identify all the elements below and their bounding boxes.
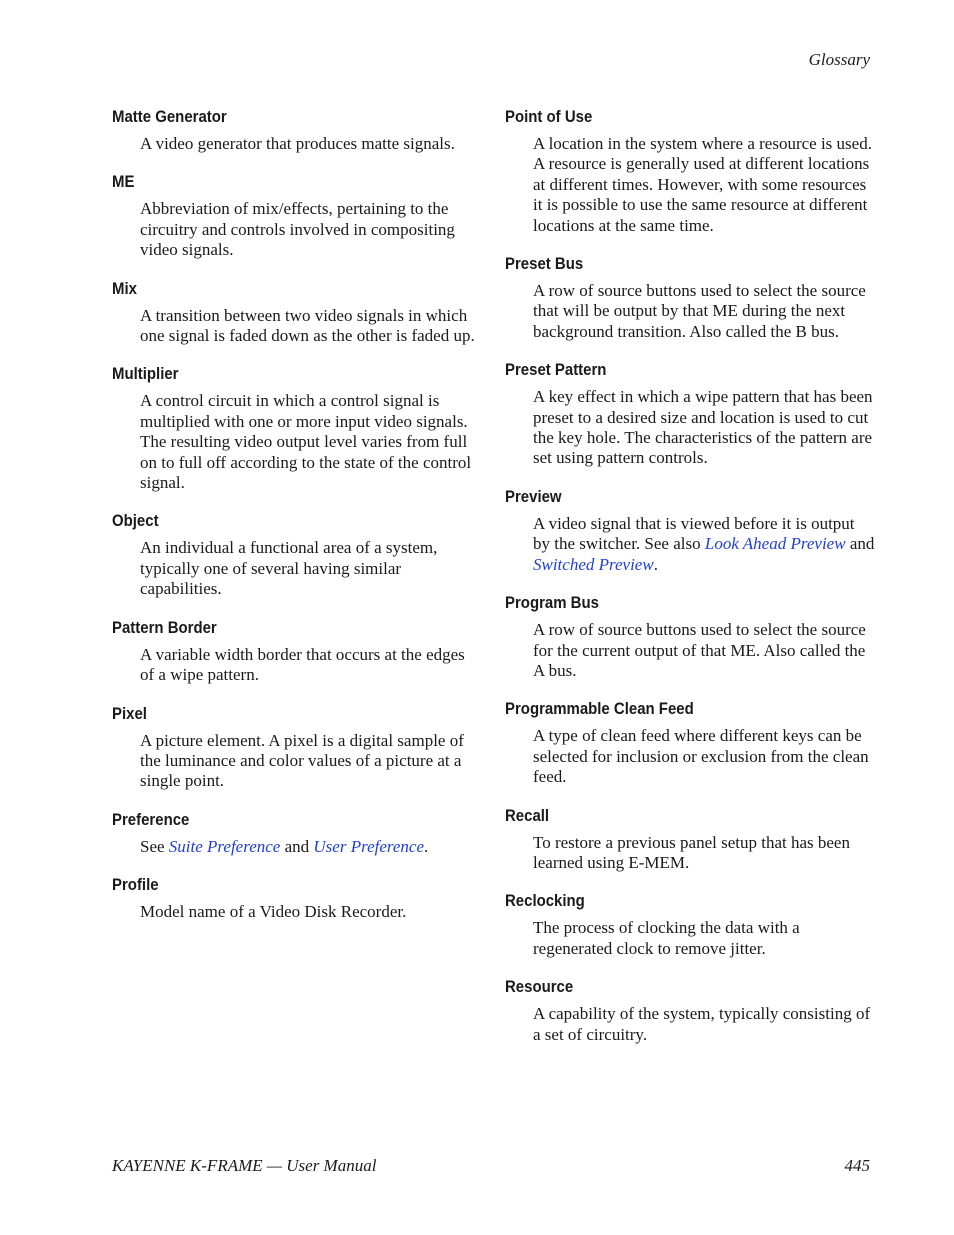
glossary-entry bbox=[505, 698, 875, 787]
glossary-entry bbox=[505, 805, 875, 874]
glossary-term: Resource bbox=[505, 977, 574, 997]
suite-preference-link[interactable]: Suite Preference bbox=[168, 836, 281, 856]
glossary-entry bbox=[505, 592, 875, 681]
glossary-entry bbox=[505, 253, 875, 342]
glossary-definition: A variable width border that occurs at the edges of a wipe pattern. bbox=[140, 644, 465, 685]
glossary-definition bbox=[140, 837, 482, 857]
glossary-term: Object bbox=[112, 511, 159, 531]
glossary-definition: An individual a functional area of a system, typically one of several having similar capabilities. bbox=[140, 538, 438, 599]
glossary-definition: A control circuit in which a control signal is multiplied with one or more input video signals. The resulting video output level varies from full on to full off according to the state of the control signal. bbox=[140, 391, 472, 493]
glossary-entry bbox=[505, 486, 875, 575]
glossary-term: Profile bbox=[112, 875, 159, 895]
glossary-definition: A row of source buttons used to select the source that will be output by that ME during the next background transition. Also called the B bus. bbox=[533, 281, 866, 341]
glossary-term: Preference bbox=[112, 809, 190, 829]
glossary-entry bbox=[112, 363, 482, 493]
glossary-right-column bbox=[505, 106, 875, 1062]
glossary-term: Recall bbox=[505, 805, 550, 825]
glossary-entry bbox=[112, 510, 482, 599]
definition-text: . bbox=[424, 836, 429, 856]
glossary-entry bbox=[112, 617, 482, 686]
definition-text: A video signal that is viewed before it is output by the switcher. See also bbox=[533, 513, 855, 554]
glossary-entry bbox=[112, 703, 482, 792]
glossary-term: Preview bbox=[505, 486, 562, 506]
glossary-entry bbox=[112, 106, 482, 154]
glossary-term: Reclocking bbox=[505, 891, 585, 911]
glossary-entry bbox=[112, 171, 482, 260]
running-header: Glossary bbox=[808, 50, 870, 69]
glossary-definition bbox=[533, 514, 875, 575]
look-ahead-preview-link[interactable]: Look Ahead Preview bbox=[704, 534, 846, 554]
glossary-definition: A row of source buttons used to select the source for the current output of that ME. Also called the A bus. bbox=[533, 620, 866, 680]
glossary-term: Program Bus bbox=[505, 593, 599, 613]
glossary-term: Pixel bbox=[112, 703, 147, 723]
glossary-term: Multiplier bbox=[112, 364, 179, 384]
glossary-definition: Model name of a Video Disk Recorder. bbox=[140, 902, 407, 922]
user-preference-link[interactable]: User Preference bbox=[313, 836, 424, 856]
glossary-definition: A type of clean feed where different keys can be selected for inclusion or exclusion from the clean feed. bbox=[533, 726, 869, 787]
glossary-definition: A key effect in which a wipe pattern that has been preset to a desired size and location is used to cut the key hole. The characteristics of the pattern are set using pattern controls. bbox=[533, 387, 873, 468]
glossary-term: Matte Generator bbox=[112, 107, 227, 126]
glossary-definition: A capability of the system, typically consisting of a set of circuitry. bbox=[533, 1004, 871, 1044]
glossary-definition: To restore a previous panel setup that has been learned using E-MEM. bbox=[533, 832, 850, 872]
glossary-entry bbox=[112, 809, 482, 857]
glossary-definition: A transition between two video signals in which one signal is faded down as the other is faded up. bbox=[140, 305, 475, 346]
glossary-entry bbox=[505, 359, 875, 469]
definition-text: . bbox=[653, 554, 658, 574]
glossary-definition: The process of clocking the data with a regenerated clock to remove jitter. bbox=[533, 918, 800, 958]
glossary-term: Preset Bus bbox=[505, 254, 584, 274]
glossary-term: Mix bbox=[112, 278, 137, 298]
glossary-entry bbox=[505, 976, 875, 1045]
definition-text: and bbox=[845, 534, 875, 554]
glossary-term: Pattern Border bbox=[112, 617, 217, 637]
glossary-term: Point of Use bbox=[505, 107, 593, 126]
glossary-definition: A video generator that produces matte signals. bbox=[140, 134, 455, 153]
glossary-term: Preset Pattern bbox=[505, 360, 607, 380]
glossary-entry bbox=[112, 874, 482, 922]
glossary-definition: A location in the system where a resource is used. A resource is generally used at different locations at different times. However, with some resources it is possible to use the same resource at different locations at the same time. bbox=[533, 134, 872, 235]
glossary-definition: Abbreviation of mix/effects, pertaining to the circuitry and controls involved in compositing video signals. bbox=[140, 199, 455, 260]
footer-title: KAYENNE K-FRAME — User Manual bbox=[112, 1156, 377, 1175]
switched-preview-link[interactable]: Switched Preview bbox=[533, 554, 654, 574]
definition-text: and bbox=[280, 836, 314, 856]
glossary-term: ME bbox=[112, 172, 135, 192]
page-number: 445 bbox=[844, 1156, 870, 1175]
glossary-term: Programmable Clean Feed bbox=[505, 699, 694, 719]
glossary-entry bbox=[505, 106, 875, 236]
definition-text: See bbox=[140, 836, 169, 856]
glossary-entry bbox=[112, 278, 482, 347]
glossary-entry bbox=[505, 890, 875, 959]
glossary-left-column bbox=[112, 106, 482, 940]
glossary-definition: A picture element. A pixel is a digital sample of the luminance and color values of a picture at a single point. bbox=[140, 730, 464, 791]
